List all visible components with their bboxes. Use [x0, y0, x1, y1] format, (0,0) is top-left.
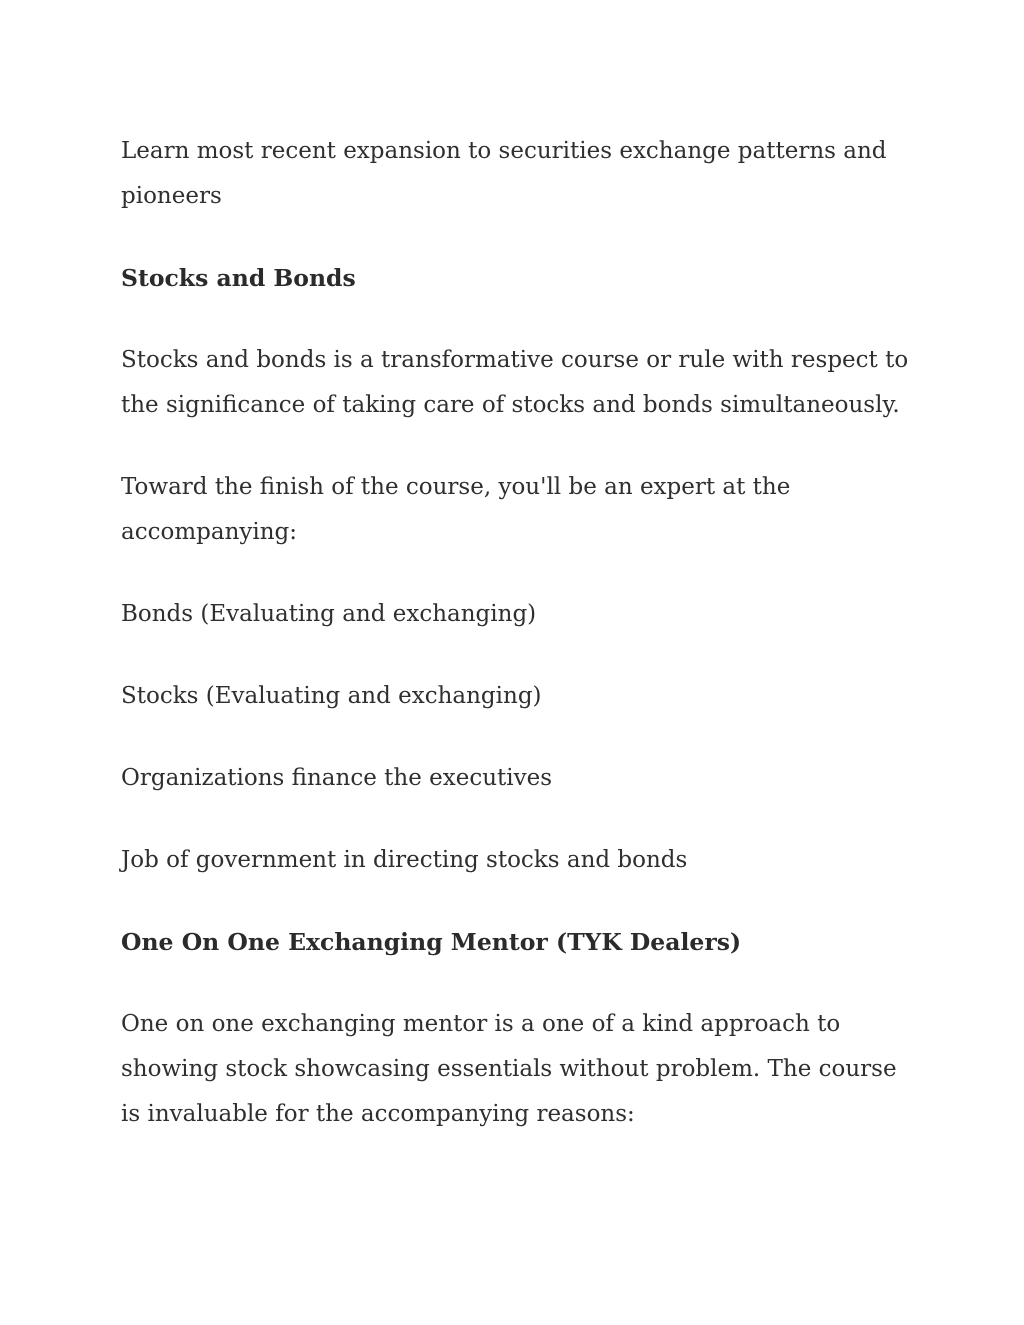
stocks-bonds-description: Stocks and bonds is a transformative course or rule with respect to the significance of taking care of stocks and bonds simultaneously. [121, 347, 909, 418]
mentor-description: One on one exchanging mentor is a one of a kind approach to showing stock showcasing essentials without problem. The course is invaluable for the accompanying reasons: [121, 1011, 897, 1127]
outcome-item-bonds: Bonds (Evaluating and exchanging) [121, 601, 537, 627]
document-page [121, 129, 911, 1174]
outcome-item-finance: Organizations finance the executives [121, 765, 553, 791]
section-heading-mentor: One On One Exchanging Mentor (TYK Dealers) [121, 928, 742, 956]
outcome-item-stocks: Stocks (Evaluating and exchanging) [121, 683, 542, 709]
course-outcome-intro: Toward the finish of the course, you'll be an expert at the accompanying: [121, 474, 791, 545]
intro-paragraph: Learn most recent expansion to securities exchange patterns and pioneers [121, 138, 887, 209]
outcome-item-government: Job of government in directing stocks and bonds [121, 847, 688, 873]
section-heading-stocks-and-bonds: Stocks and Bonds [121, 264, 356, 292]
